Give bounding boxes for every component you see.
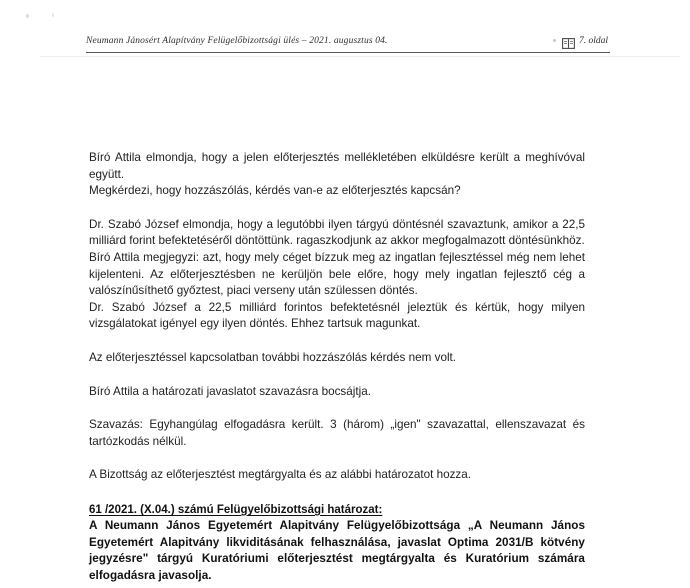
header-divider-faint <box>40 56 680 57</box>
decision-heading: 61 /2021. (X.04.) számú Felügyelőbizottsági határozat: <box>89 503 383 516</box>
paragraph-hatarozati-javaslat: Bíró Attila a határozati javaslatot szavazásra bocsájtja. <box>89 384 371 398</box>
paragraph-spacer <box>89 367 585 384</box>
paragraph-spacer <box>89 200 585 217</box>
paragraph-szavazas: Szavazás: Egyhangúlag elfogadásra került. 3 (három) „igen" szavazattal, ellenszavazat és tartózkodás nélkül. <box>89 418 585 448</box>
paragraph-biro-attila-elmondja: Bíró Attila elmondja, hogy a jelen előterjesztés mellékletében elküldésre került a meghívóval együtt. <box>89 151 585 181</box>
header-divider <box>86 52 610 53</box>
header-title: Neumann Jánosért Alapítvány Felügelőbizottsági ülés – 2021. augusztus 04. <box>86 36 388 46</box>
book-icon <box>562 36 575 47</box>
page-number-label: 7. oldal <box>578 35 608 46</box>
paragraph-spacer <box>89 333 585 350</box>
paragraph-tovabbi-hozzaszolas: Az előterjesztéssel kapcsolatban további hozzászólás kérdés nem volt. <box>89 350 457 364</box>
scan-speck <box>52 13 54 17</box>
paragraph-biro-attila-megjegyzi: Bíró Attila megjegyzi: azt, hogy mely céget bízzuk meg az ingatlan fejlesztéssel még nem lehet kijelenteni. Az előterjesztésben ne kerüljön bele előre, hogy mely ingatlan fejlesztő cég a valószínűsíthető győztest, piaci verseny után szülessen döntés. <box>89 250 585 298</box>
header-dot-icon <box>553 39 556 42</box>
paragraph-spacer <box>89 400 585 417</box>
paragraph-spacer <box>89 484 585 502</box>
paragraph-bizottsag-megtargyalta: A Bizottság az előterjesztést megtárgyalta és az alábbi határozatot hozza. <box>89 468 472 482</box>
decision-body: A Neumann János Egyetemért Alapitvány Felügyelőbizottsága „A Neumann János Egyetemért Alapitvány likviditásának felhasználása, javaslat Optima 2031/B kötvény jegyzésre" tárgyú Kuratóriumi előterjesztést megtárgyalta és Kuratórium számára elfogadásra javasolja. <box>89 518 585 582</box>
scan-speck <box>26 14 29 18</box>
paragraph-dr-szabo-legutobbi: Dr. Szabó József elmondja, hogy a legutóbbi ilyen tárgyú döntésnél szavaztunk, amikor a 22,5 milliárd forint befektetéséről döntöttünk. ragaszkodjunk az akkor megfogalmazott döntésünkhöz. <box>89 217 585 248</box>
paragraph-spacer <box>89 450 585 467</box>
paragraph-dr-szabo-22-5: Dr. Szabó József a 22,5 milliárd forintos befektetésnél jeleztük és kértük, hogy milyen vizsgálatokat igényel egy ilyen döntés. Ehhez tartsuk magunkat. <box>89 300 585 331</box>
paragraph-megkerdezi: Megkérdezi, hogy hozzászólás, kérdés van-e az előterjesztés kapcsán? <box>89 184 461 198</box>
document-body <box>89 150 585 584</box>
header-page-indicator <box>553 35 608 46</box>
